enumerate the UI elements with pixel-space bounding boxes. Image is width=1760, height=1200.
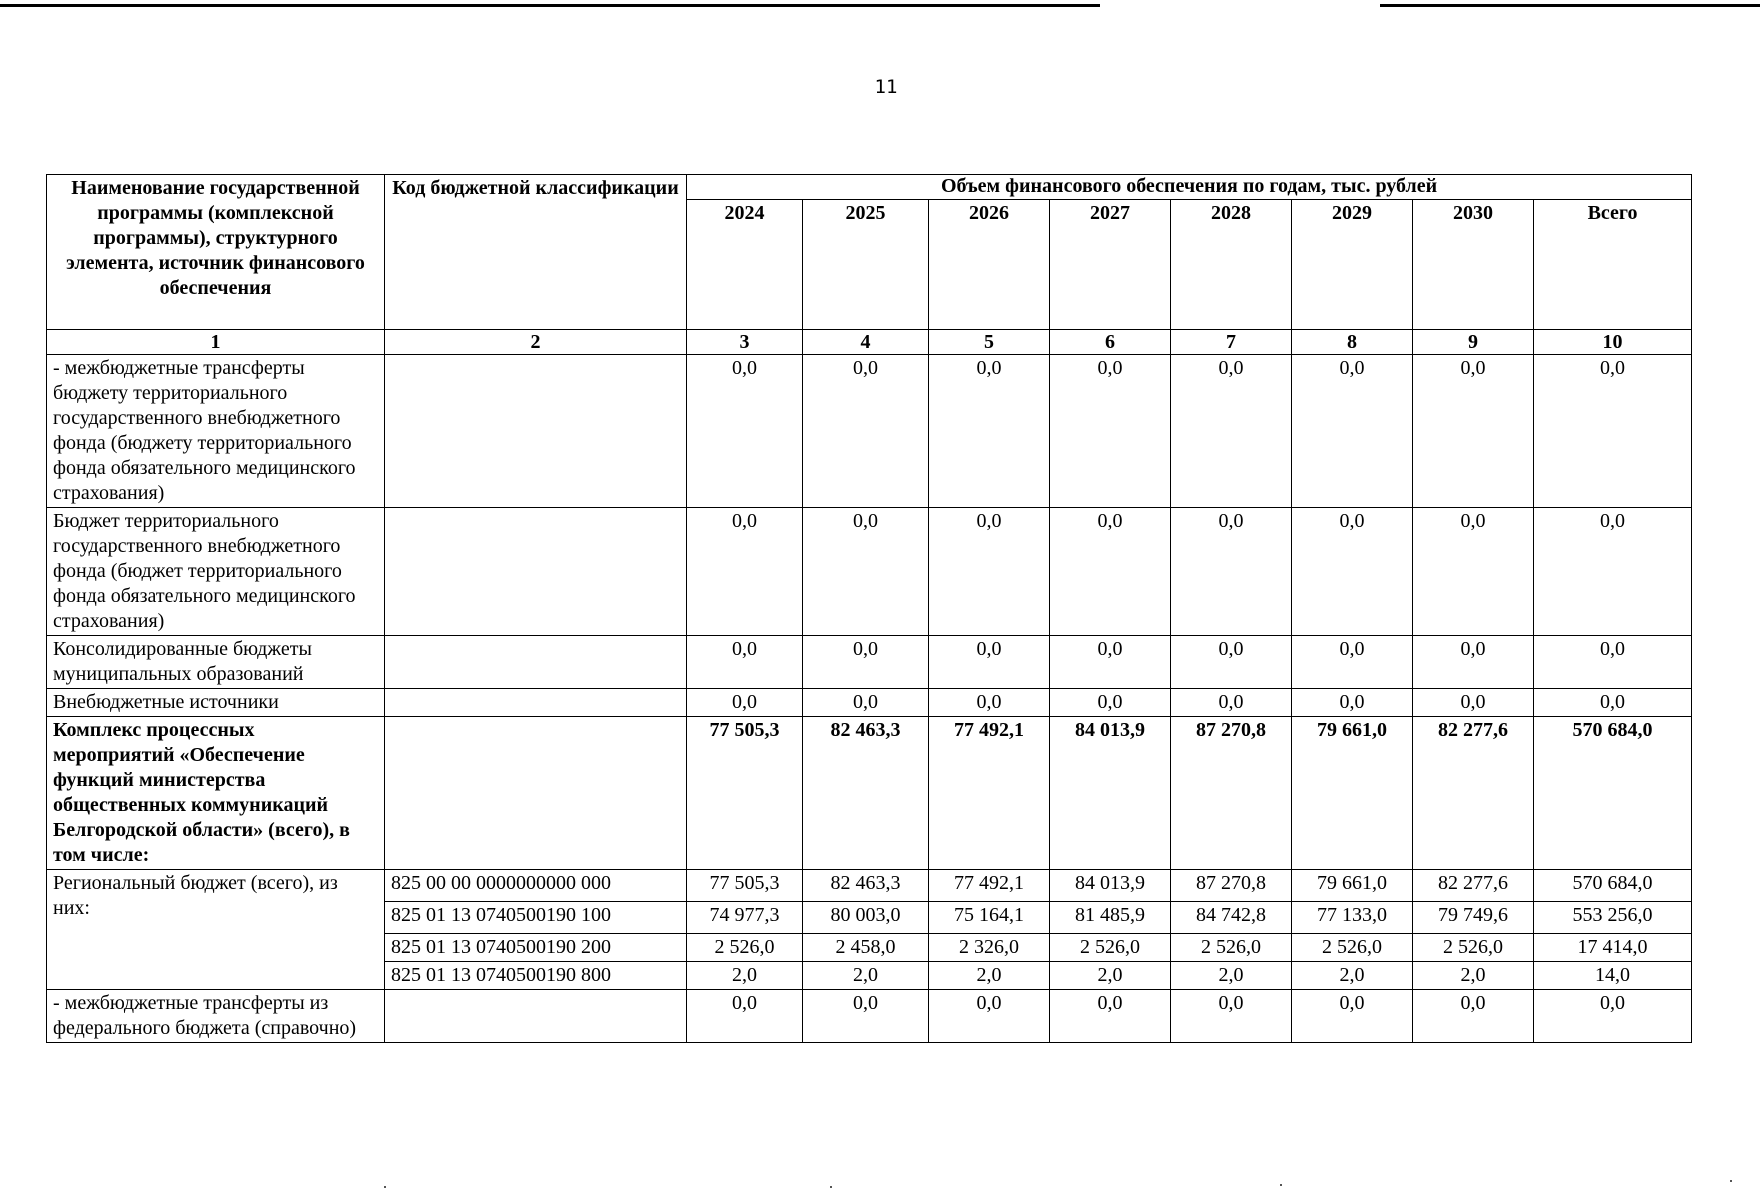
header-group: Объем финансового обеспечения по годам, тыс. рублей <box>687 175 1692 200</box>
header-year: 2024 <box>687 200 803 330</box>
row-value: 0,0 <box>1171 508 1292 636</box>
header-year: 2027 <box>1050 200 1171 330</box>
column-number: 10 <box>1534 330 1692 355</box>
row-value: 77 133,0 <box>1292 902 1413 934</box>
header-year: 2029 <box>1292 200 1413 330</box>
row-value: 87 270,8 <box>1171 717 1292 870</box>
page-number: 11 <box>874 76 898 98</box>
row-value: 2,0 <box>803 962 929 990</box>
row-value: 84 742,8 <box>1171 902 1292 934</box>
row-value: 2 526,0 <box>1171 934 1292 962</box>
row-value: 0,0 <box>1534 508 1692 636</box>
header-name: Наименование государственной программы (комплексной программы), структурного элемента, источник финансового обеспечения <box>47 175 385 330</box>
column-number: 1 <box>47 330 385 355</box>
scan-speck <box>830 1186 832 1188</box>
row-value: 0,0 <box>1050 355 1171 508</box>
row-value: 0,0 <box>803 990 929 1043</box>
row-name: Комплекс процессных мероприятий «Обеспечение функций министерства общественных коммуникаций Белгородской области» (всего), в том числе: <box>47 717 385 870</box>
row-code <box>385 636 687 689</box>
row-code <box>385 508 687 636</box>
column-number: 5 <box>929 330 1050 355</box>
row-value: 2,0 <box>1050 962 1171 990</box>
scan-border-top-right <box>1380 4 1760 7</box>
row-value: 0,0 <box>1413 636 1534 689</box>
row-value: 84 013,9 <box>1050 717 1171 870</box>
row-value: 0,0 <box>929 689 1050 717</box>
row-value: 0,0 <box>1050 990 1171 1043</box>
table-row <box>47 689 1692 717</box>
column-number: 2 <box>385 330 687 355</box>
row-value: 74 977,3 <box>687 902 803 934</box>
row-value: 0,0 <box>1534 355 1692 508</box>
row-value: 87 270,8 <box>1171 870 1292 902</box>
row-value: 0,0 <box>929 355 1050 508</box>
table-row <box>47 636 1692 689</box>
row-value: 0,0 <box>1171 636 1292 689</box>
table-row-complex <box>47 717 1692 870</box>
row-value: 0,0 <box>1171 355 1292 508</box>
row-value: 2 526,0 <box>687 934 803 962</box>
row-value: 0,0 <box>687 689 803 717</box>
scan-border-top-left <box>0 4 1100 7</box>
row-value: 0,0 <box>929 636 1050 689</box>
row-name: Бюджет территориального государственного внебюджетного фонда (бюджет территориального фонда обязательного медицинского страхования) <box>47 508 385 636</box>
row-value: 0,0 <box>687 508 803 636</box>
row-value: 0,0 <box>1050 508 1171 636</box>
row-value: 77 492,1 <box>929 717 1050 870</box>
row-value: 2 458,0 <box>803 934 929 962</box>
row-value: 2 526,0 <box>1292 934 1413 962</box>
column-number: 7 <box>1171 330 1292 355</box>
row-value: 0,0 <box>1413 508 1534 636</box>
row-value: 0,0 <box>1050 689 1171 717</box>
row-code <box>385 990 687 1043</box>
row-value: 75 164,1 <box>929 902 1050 934</box>
row-value: 0,0 <box>687 355 803 508</box>
table-row <box>47 355 1692 508</box>
table-row <box>47 990 1692 1043</box>
row-value: 14,0 <box>1534 962 1692 990</box>
row-code <box>385 689 687 717</box>
row-code: 825 01 13 0740500190 200 <box>385 934 687 962</box>
row-value: 570 684,0 <box>1534 870 1692 902</box>
row-value: 0,0 <box>929 990 1050 1043</box>
header-year: 2028 <box>1171 200 1292 330</box>
row-name: Консолидированные бюджеты муниципальных образований <box>47 636 385 689</box>
row-code <box>385 717 687 870</box>
column-numbers-row <box>47 330 1692 355</box>
row-value: 0,0 <box>1413 355 1534 508</box>
row-value: 0,0 <box>1050 636 1171 689</box>
row-name: - межбюджетные трансферты бюджету территориального государственного внебюджетного фонда (бюджету территориального фонда обязательного медицинского страхования) <box>47 355 385 508</box>
row-value: 79 661,0 <box>1292 717 1413 870</box>
column-number: 9 <box>1413 330 1534 355</box>
row-value: 2,0 <box>1413 962 1534 990</box>
scan-speck <box>1730 1180 1732 1182</box>
column-number: 8 <box>1292 330 1413 355</box>
row-code: 825 01 13 0740500190 100 <box>385 902 687 934</box>
header-year: 2030 <box>1413 200 1534 330</box>
row-value: 0,0 <box>687 990 803 1043</box>
row-value: 2,0 <box>687 962 803 990</box>
row-value: 77 505,3 <box>687 870 803 902</box>
row-value: 0,0 <box>1292 355 1413 508</box>
row-value: 2 526,0 <box>1413 934 1534 962</box>
row-value: 0,0 <box>803 508 929 636</box>
row-value: 0,0 <box>1534 689 1692 717</box>
row-name: - межбюджетные трансферты из федерального бюджета (справочно) <box>47 990 385 1043</box>
row-code <box>385 355 687 508</box>
row-value: 0,0 <box>1534 990 1692 1043</box>
row-value: 2 326,0 <box>929 934 1050 962</box>
row-value: 82 277,6 <box>1413 870 1534 902</box>
row-value: 0,0 <box>1292 990 1413 1043</box>
row-value: 79 749,6 <box>1413 902 1534 934</box>
row-value: 80 003,0 <box>803 902 929 934</box>
header-row <box>47 175 1692 200</box>
row-value: 0,0 <box>687 636 803 689</box>
row-value: 84 013,9 <box>1050 870 1171 902</box>
row-value: 0,0 <box>1413 990 1534 1043</box>
row-name: Региональный бюджет (всего), из них: <box>47 870 385 990</box>
row-name: Внебюджетные источники <box>47 689 385 717</box>
column-number: 6 <box>1050 330 1171 355</box>
row-value: 0,0 <box>1292 508 1413 636</box>
table-row <box>47 508 1692 636</box>
row-value: 0,0 <box>803 636 929 689</box>
row-value: 553 256,0 <box>1534 902 1692 934</box>
row-value: 2,0 <box>929 962 1050 990</box>
column-number: 3 <box>687 330 803 355</box>
column-number: 4 <box>803 330 929 355</box>
row-value: 82 463,3 <box>803 870 929 902</box>
table-row-regional <box>47 870 1692 902</box>
row-value: 2 526,0 <box>1050 934 1171 962</box>
row-value: 0,0 <box>1413 689 1534 717</box>
row-value: 0,0 <box>1292 689 1413 717</box>
row-value: 0,0 <box>1534 636 1692 689</box>
row-value: 2,0 <box>1171 962 1292 990</box>
budget-table <box>46 174 1692 1043</box>
header-code: Код бюджетной классификации <box>385 175 687 330</box>
row-code: 825 01 13 0740500190 800 <box>385 962 687 990</box>
row-value: 81 485,9 <box>1050 902 1171 934</box>
row-value: 79 661,0 <box>1292 870 1413 902</box>
row-value: 17 414,0 <box>1534 934 1692 962</box>
scan-speck <box>384 1186 386 1188</box>
row-value: 0,0 <box>1171 990 1292 1043</box>
row-value: 570 684,0 <box>1534 717 1692 870</box>
row-value: 77 492,1 <box>929 870 1050 902</box>
header-year: 2025 <box>803 200 929 330</box>
row-code: 825 00 00 0000000000 000 <box>385 870 687 902</box>
scan-speck <box>1280 1184 1282 1186</box>
row-value: 82 463,3 <box>803 717 929 870</box>
row-value: 0,0 <box>929 508 1050 636</box>
row-value: 77 505,3 <box>687 717 803 870</box>
row-value: 0,0 <box>1171 689 1292 717</box>
header-year: 2026 <box>929 200 1050 330</box>
header-year-total: Всего <box>1534 200 1692 330</box>
row-value: 0,0 <box>803 689 929 717</box>
row-value: 0,0 <box>803 355 929 508</box>
row-value: 82 277,6 <box>1413 717 1534 870</box>
row-value: 0,0 <box>1292 636 1413 689</box>
row-value: 2,0 <box>1292 962 1413 990</box>
